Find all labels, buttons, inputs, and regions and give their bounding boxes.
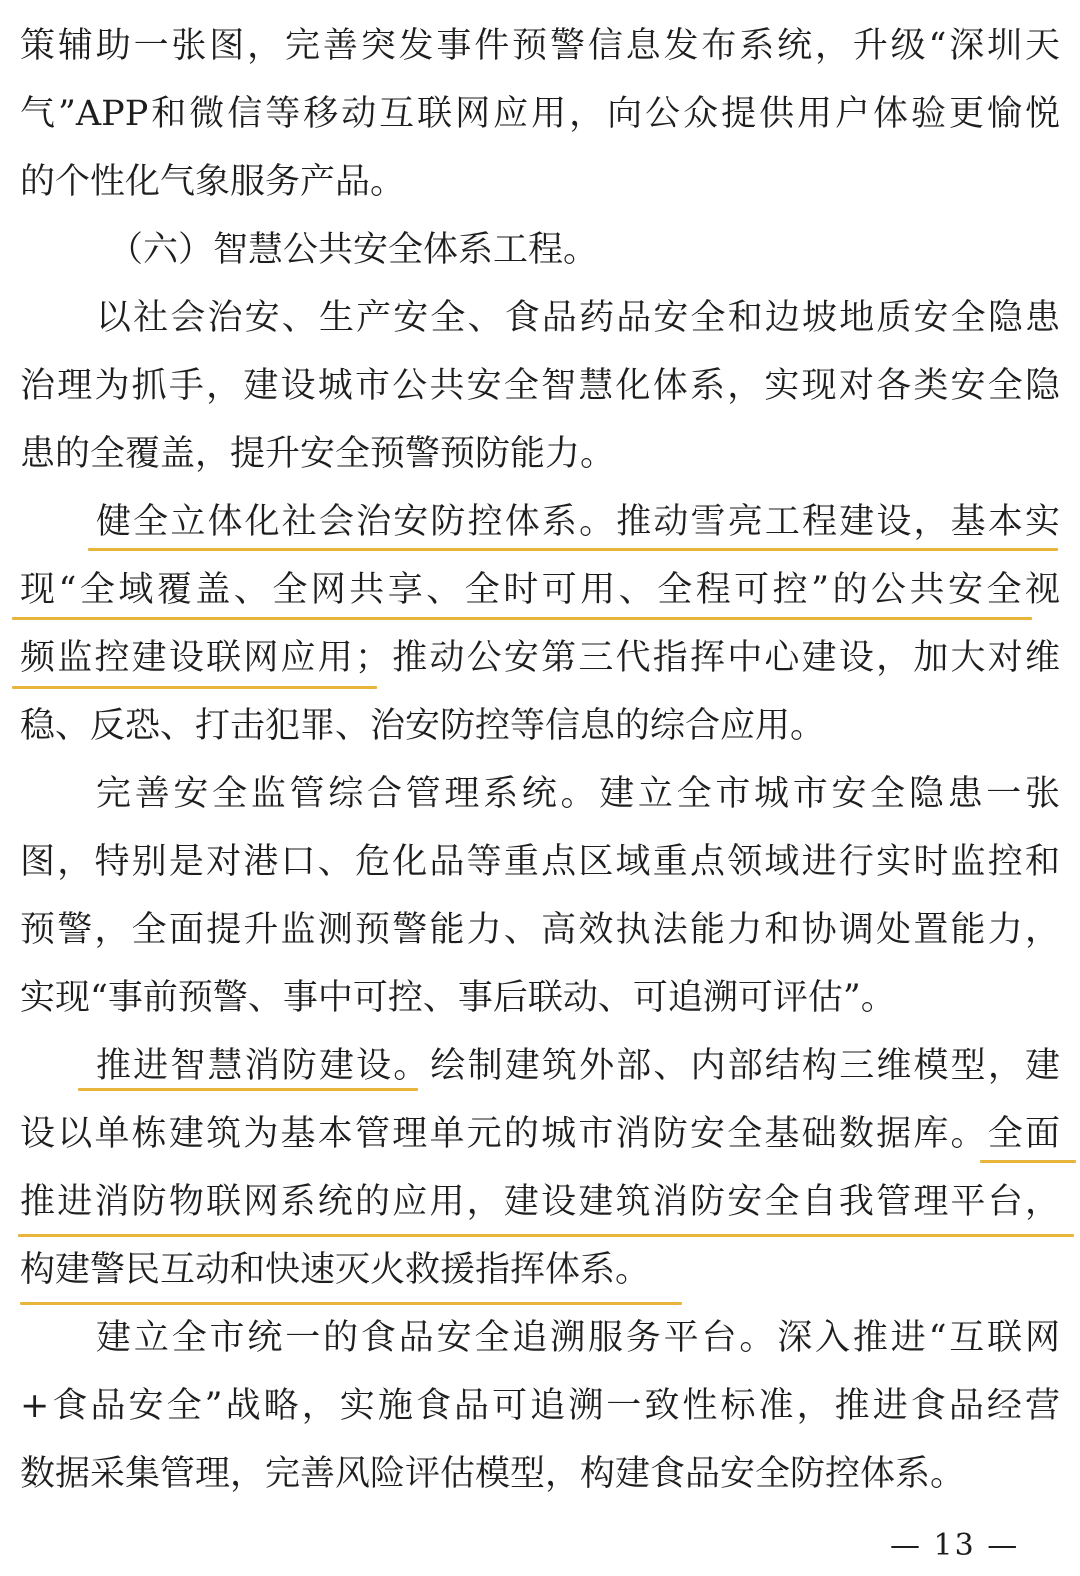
page-number: — 13 — [890,1528,1020,1563]
text-line-6: 治理为抓手，建设城市公共安全智慧化体系，实现对各类安全隐 [20,366,1060,406]
text-line-7: 患的全覆盖，提升安全预警预防能力。 [20,434,616,474]
text-line-3: 的个性化气象服务产品。 [20,162,406,202]
text-line-10: 频监控建设联网应用；推动公安第三代指挥中心建设，加大对维 [20,638,1060,678]
highlight-underline [78,1088,418,1091]
text-line-18: 推进消防物联网系统的应用，建设建筑消防安全自我管理平台， [20,1182,1060,1222]
highlight-underline [980,1160,1076,1163]
text-line-2: 气”APP和微信等移动互联网应用，向公众提供用户体验更愉悦 [20,94,1060,134]
highlight-underline [18,1234,1074,1237]
text-line-13: 图，特别是对港口、危化品等重点区域重点领域进行实时监控和 [20,842,1060,882]
highlight-underline [20,1302,682,1305]
text-line-22: 数据采集管理，完善风险评估模型，构建食品安全防控体系。 [20,1454,966,1494]
text-line-16: 推进智慧消防建设。绘制建筑外部、内部结构三维模型，建 [96,1046,1060,1086]
text-line-21: +食品安全”战略，实施食品可追溯一致性标准，推进食品经营 [20,1386,1060,1426]
text-line-19: 构建警民互动和快速灭火救援指挥体系。 [20,1250,651,1290]
highlight-underline [12,686,377,689]
text-line-11: 稳、反恐、打击犯罪、治安防控等信息的综合应用。 [20,706,826,746]
text-line-14: 预警，全面提升监测预警能力、高效执法能力和协调处置能力， [20,910,1060,950]
section-heading: （六）智慧公共安全体系工程。 [108,230,599,270]
text-line-20: 建立全市统一的食品安全追溯服务平台。深入推进“互联网 [96,1318,1060,1358]
text-line-12: 完善安全监管综合管理系统。建立全市城市安全隐患一张 [96,774,1060,814]
text-line-9: 现“全域覆盖、全网共享、全时可用、全程可控”的公共安全视 [20,570,1060,610]
text-line-8: 健全立体化社会治安防控体系。推动雪亮工程建设，基本实 [96,502,1060,542]
text-line-17: 设以单栋建筑为基本管理单元的城市消防安全基础数据库。全面 [20,1114,1060,1154]
text-line-15: 实现“事前预警、事中可控、事后联动、可追溯可评估”。 [20,978,896,1018]
highlight-underline [12,617,1032,620]
text-line-1: 策辅助一张图，完善突发事件预警信息发布系统，升级“深圳天 [20,26,1060,66]
highlight-underline [88,548,1058,551]
text-line-5: 以社会治安、生产安全、食品药品安全和边坡地质安全隐患 [96,298,1060,338]
